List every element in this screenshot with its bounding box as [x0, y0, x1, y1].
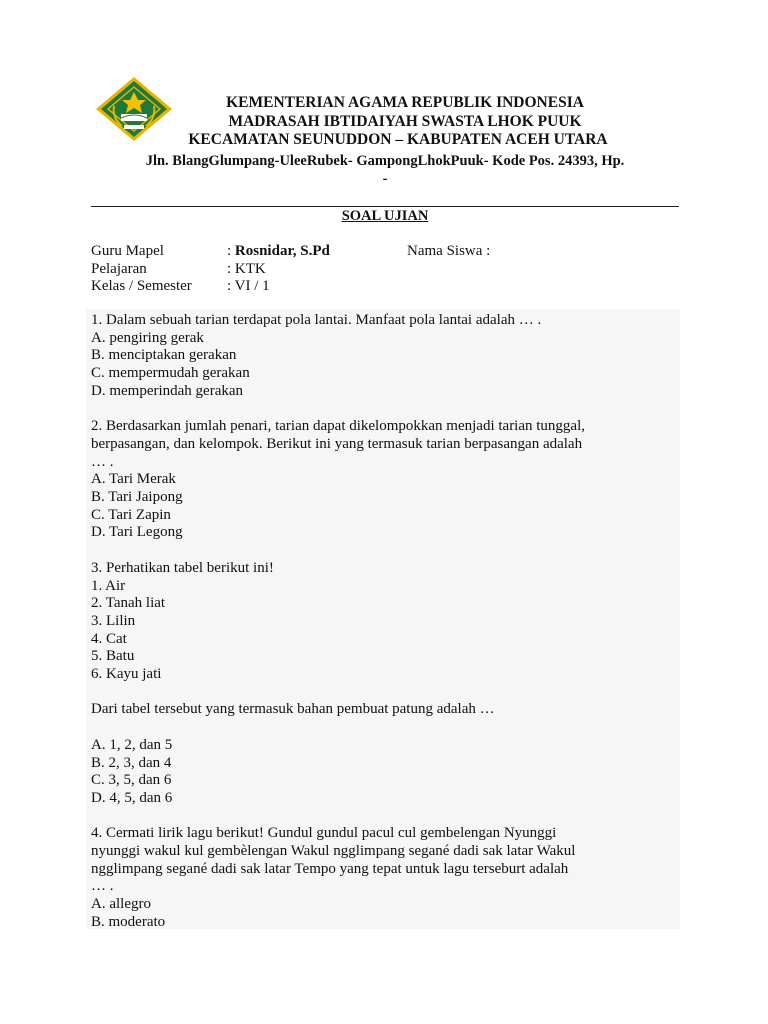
option-b: B. menciptakan gerakan: [91, 347, 237, 364]
table-item: 1. Air: [91, 577, 126, 594]
option-a: A. pengiring gerak: [91, 329, 204, 346]
question-text: 3. Perhatikan tabel berikut ini!: [91, 559, 274, 576]
letterhead: [160, 94, 650, 150]
class-value: : VI / 1: [227, 278, 270, 294]
letterhead-line-2: MADRASAH IBTIDAIYAH SWASTA LHOK PUUK: [228, 112, 582, 130]
question-text: … .: [91, 878, 114, 895]
question-3: [91, 560, 676, 808]
option-b: B. moderato: [91, 913, 166, 930]
subject-value: : KTK: [227, 260, 266, 277]
option-c: C. mempermudah gerakan: [91, 365, 250, 382]
option-b: B. Tari Jaipong: [91, 489, 183, 506]
teacher-value: [227, 243, 330, 261]
address-line-1: Jln. BlangGlumpang-UleeRubek- GampongLhokPuuk- Kode Pos. 24393, Hp.: [145, 153, 625, 169]
question-2: [91, 418, 676, 542]
question-1: [91, 312, 676, 401]
letterhead-line-1: KEMENTERIAN AGAMA REPUBLIK INDONESIA: [226, 94, 584, 111]
page-title: SOAL UJIAN: [341, 208, 429, 224]
letterhead-line-3: KECAMATAN SEUNUDDON – KABUPATEN ACEH UTARA: [188, 131, 608, 148]
option-a: A. Tari Merak: [91, 471, 176, 488]
question-4: [91, 825, 676, 931]
question-text: berpasangan, dan kelompok. Berikut ini yang termasuk tarian berpasangan adalah: [91, 435, 583, 452]
address: [91, 152, 679, 188]
question-text: 4. Cermati lirik lagu berikut! Gundul gundul pacul cul gembelengan Nyunggi: [91, 825, 557, 842]
questions-area: [86, 309, 680, 929]
teacher-colon: :: [227, 243, 235, 259]
table-item: 2. Tanah liat: [91, 595, 166, 612]
subject-label: Pelajaran: [91, 260, 147, 277]
teacher-name: Rosnidar, S.Pd: [234, 243, 330, 259]
option-d: D. memperindah gerakan: [91, 382, 244, 399]
header-divider: [91, 206, 679, 207]
table-item: 6. Kayu jati: [91, 666, 162, 683]
question-text: … .: [91, 453, 114, 470]
question-prompt: Dari tabel tersebut yang termasuk bahan pembuat patung adalah …: [91, 701, 495, 718]
option-d: D. 4, 5, dan 6: [91, 789, 173, 806]
student-name-label: Nama Siswa :: [407, 243, 491, 259]
table-item: 4. Cat: [91, 630, 127, 647]
table-item: 3. Lilin: [91, 612, 136, 629]
question-text: ngglimpang segané dadi sak latar Tempo yang tepat untuk lagu terseburt adalah: [91, 860, 569, 877]
question-text: 2. Berdasarkan jumlah penari, tarian dapat dikelompokkan menjadi tarian tunggal,: [91, 418, 586, 435]
option-b: B. 2, 3, dan 4: [91, 754, 172, 771]
option-c: C. 3, 5, dan 6: [91, 772, 172, 789]
question-text: 1. Dalam sebuah tarian terdapat pola lantai. Manfaat pola lantai adalah … .: [91, 312, 542, 328]
teacher-label: Guru Mapel: [91, 243, 164, 259]
option-c: C. Tari Zapin: [91, 506, 171, 523]
table-item: 5. Batu: [91, 648, 135, 665]
question-list: [91, 312, 676, 932]
option-a: A. allegro: [91, 896, 151, 913]
address-line-2: -: [382, 171, 388, 187]
question-text: nyunggi wakul kul gembèlengan Wakul ngglimpang segané dadi sak latar Wakul: [91, 843, 576, 860]
option-a: A. 1, 2, dan 5: [91, 736, 173, 753]
option-d: D. Tari Legong: [91, 524, 183, 541]
class-label: Kelas / Semester: [91, 278, 192, 294]
